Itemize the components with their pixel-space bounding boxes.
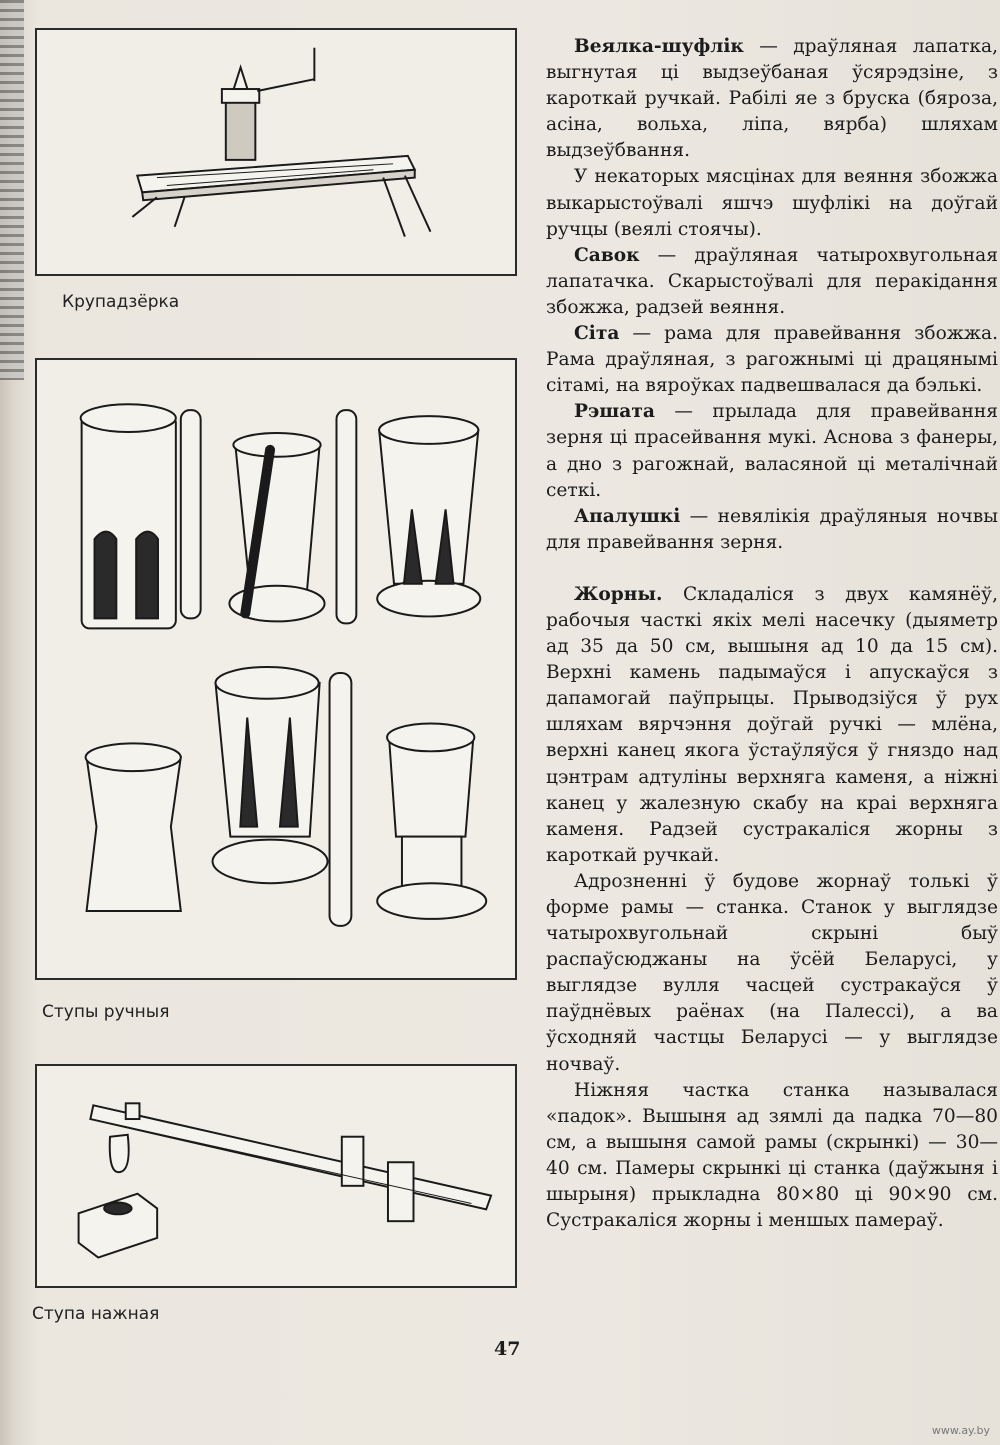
definition: — драўляная лапатка, выгнутая ці выдзеўбаная ўсярэдзіне, з кароткай ручкай. Рабілі яе з бруска (бяроза, асіна, вольха, ліпа, вярба) шляхам выдзеўбвання. bbox=[546, 36, 998, 162]
definition: — невялікія драўляныя ночвы для правейвання зерня. bbox=[546, 505, 998, 553]
term: Рэшата bbox=[574, 401, 655, 423]
figure-caption: Ступы ручныя bbox=[42, 1002, 170, 1022]
paragraph-zhorny bbox=[546, 582, 998, 869]
paragraph bbox=[546, 164, 998, 242]
paragraph bbox=[546, 1078, 998, 1235]
paragraph bbox=[546, 869, 998, 1078]
term: Веялка-шуфлік bbox=[574, 36, 744, 57]
figure-stupa-nazhnaya bbox=[35, 1064, 517, 1288]
stupa-nazhnaya-illustration bbox=[37, 1066, 515, 1286]
page-binding-edge bbox=[0, 0, 24, 380]
paragraph-apalushki bbox=[546, 504, 998, 556]
paragraph-veyalka bbox=[546, 34, 998, 164]
term: Апалушкі bbox=[574, 505, 681, 527]
figure-stupy-ruchnyya bbox=[35, 358, 517, 980]
paragraph-reshata bbox=[546, 399, 998, 503]
paragraph-text: У некаторых мясцінах для веяння збожжа выкарыстоўвалі яшчэ шуфлікі на доўгай ручцы (веялі стоячы). bbox=[546, 166, 998, 240]
figure-caption: Крупадзёрка bbox=[62, 292, 180, 312]
definition: Складаліся з двух камянёў, рабочыя часткі якіх мелі насечку (дыяметр ад 35 да 50 см, вышыня ад 10 да 15 см). Верхні камень падымаўся і апускаўся з дапамогай паўпрыцы. Прыводзіўся ў рух шляхам вярчэння доўгай ручкі — млёна, верхні канец якога ўстаўляўся ў гняздо над цэнтрам адтуліны верхняга каменя, а ніжні канец у жалезную скабу на краі верхняга каменя. Радзей сустракаліся жорны з кароткай ручкай. bbox=[546, 583, 998, 866]
watermark: www.ay.by bbox=[931, 1424, 990, 1437]
stupy-ruchnyya-illustration bbox=[37, 360, 515, 978]
paragraph-text: Ніжняя частка станка называлася «падок». Вышыня ад зямлі да падка 70—80 см, а вышыня самой рамы (скрынкі) — 30—40 см. Памеры скрынкі ці станка (даўжыня і шырыня) прыкладна 80×80 ці 90×90 см. Сустракаліся жорны і меншых памераў. bbox=[546, 1079, 998, 1232]
krupadzerka-illustration bbox=[37, 30, 515, 274]
figure-caption: Ступа нажная bbox=[32, 1304, 160, 1324]
paragraph-text: Адрозненні ў будове жорнаў толькі ў форме рамы — станка. Станок у выглядзе чатырохвугольнай скрыні быў распаўсюджаны на ўсёй Беларусі, у выглядзе вулля часцей сустракаўся ў паўднёвых раёнах (на Палессі), а ва ўсходняй частцы Беларусі — у выглядзе ночваў. bbox=[546, 870, 998, 1075]
figure-krupadzerka bbox=[35, 28, 517, 276]
paragraph-sita bbox=[546, 321, 998, 399]
definition: — рама для правейвання збожжа. Рама драўляная, з рагожнымі ці драцянымі сітамі, на вяроўках падвешвалася да бэлькі. bbox=[546, 323, 998, 397]
page-number: 47 bbox=[494, 1338, 521, 1360]
term: Савок bbox=[574, 244, 640, 266]
definition: — прылада для правейвання зерня ці прасейвання мукі. Аснова з фанеры, а дно з рагожнай, валасяной ці металічнай сеткі. bbox=[546, 401, 998, 501]
article-text-column bbox=[546, 34, 998, 1234]
term: Жорны. bbox=[574, 583, 663, 605]
term: Сіта bbox=[574, 323, 620, 345]
paragraph-savok bbox=[546, 243, 998, 321]
definition: — драўляная чатырохвугольная лапатачка. Скарыстоўвалі для перакідання збожжа, радзей веяння. bbox=[546, 244, 998, 318]
